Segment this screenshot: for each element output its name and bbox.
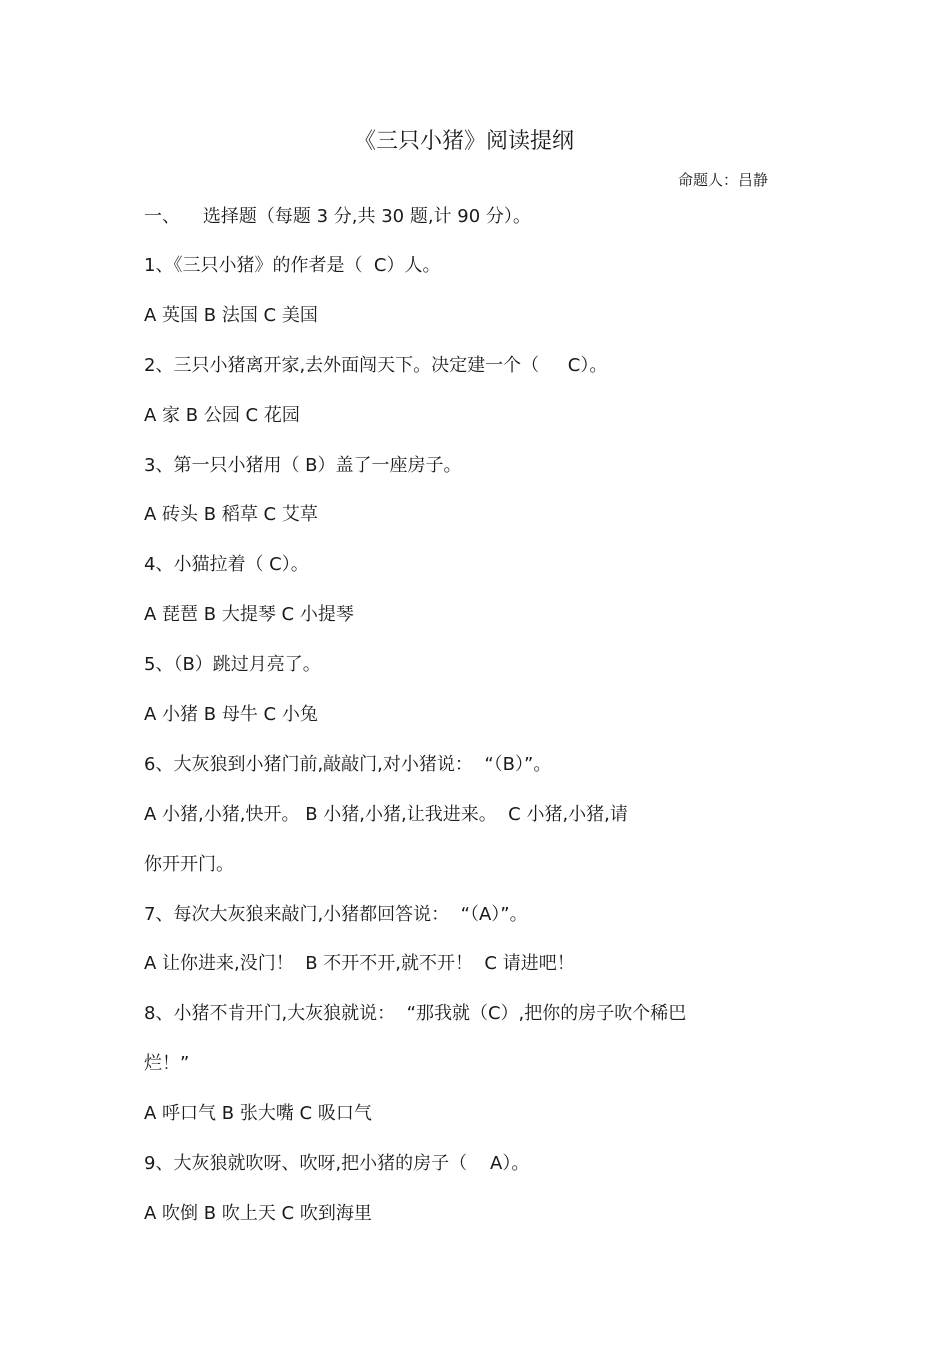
question-line: 3、第一只小猪用（ B）盖了一座房子。 bbox=[144, 454, 462, 476]
question-line: 8、小猪不肯开门,大灰狼就说： “那我就（C）,把你的房子吹个稀巴 bbox=[144, 1003, 687, 1025]
question-line: 7、每次大灰狼来敲门,小猪都回答说： “（A）”。 bbox=[144, 903, 528, 925]
answer-options: A 英国 B 法国 C 美国 bbox=[144, 304, 318, 326]
question-line: 6、大灰狼到小猪门前,敲敲门,对小猪说： “（B）”。 bbox=[144, 753, 552, 775]
question-line-continued: 烂！” bbox=[144, 1053, 190, 1075]
question-line: 2、三只小猪离开家,去外面闯天下。决定建一个（ C）。 bbox=[144, 354, 608, 376]
answer-options: A 小猪,小猪,快开。 B 小猪,小猪,让我进来。 C 小猪,小猪,请 bbox=[144, 803, 628, 825]
document-title: 《三只小猪》阅读提纲 bbox=[353, 129, 574, 154]
question-line: 9、大灰狼就吹呀、吹呀,把小猪的房子（ A）。 bbox=[144, 1153, 530, 1175]
question-list bbox=[144, 241, 784, 1239]
answer-options: A 吹倒 B 吹上天 C 吹到海里 bbox=[144, 1202, 372, 1224]
section-heading: 一、 选择题（每题 3 分,共 30 题,计 90 分）。 bbox=[144, 206, 531, 227]
answer-options: A 家 B 公园 C 花园 bbox=[144, 404, 300, 426]
question-line: 1、《三只小猪》的作者是（ C）人。 bbox=[144, 255, 441, 276]
answer-options-continued: 你开开门。 bbox=[144, 853, 234, 875]
answer-options: A 琵琶 B 大提琴 C 小提琴 bbox=[144, 604, 354, 626]
answer-options: A 砖头 B 稻草 C 艾草 bbox=[144, 504, 318, 526]
answer-options: A 让你进来,没门！ B 不开不开,就不开！ C 请进吧！ bbox=[144, 953, 575, 975]
author-line: 命题人：吕静 bbox=[677, 171, 768, 189]
answer-options: A 呼口气 B 张大嘴 C 吸口气 bbox=[144, 1103, 372, 1125]
question-line: 5、（B）跳过月亮了。 bbox=[144, 654, 321, 676]
question-line: 4、小猫拉着（ C）。 bbox=[144, 554, 309, 576]
answer-options: A 小猪 B 母牛 C 小兔 bbox=[144, 704, 318, 726]
